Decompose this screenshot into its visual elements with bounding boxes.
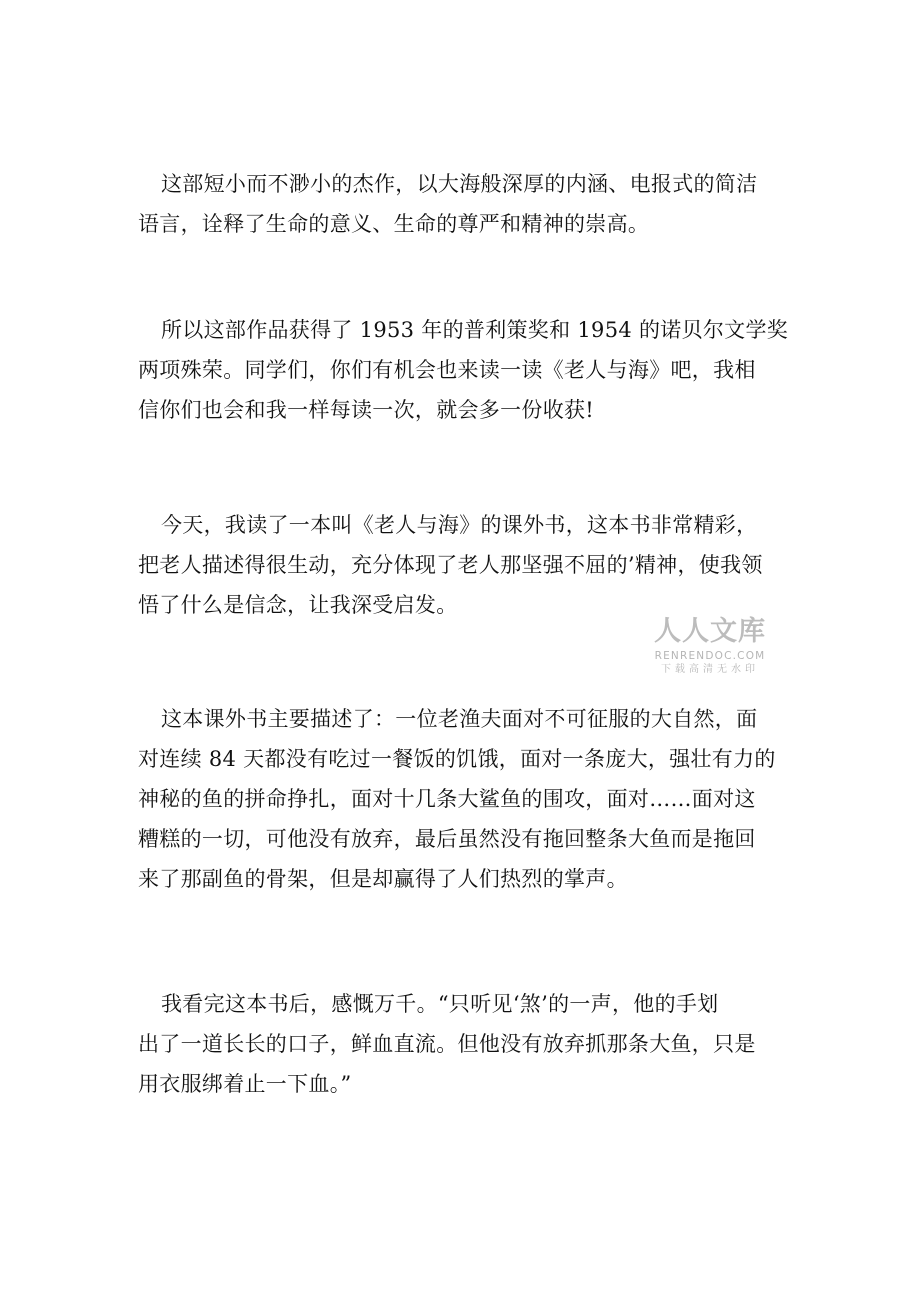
paragraph-line: 这部短小而不渺小的杰作，以大海般深厚的内涵、电报式的简洁 xyxy=(161,172,758,196)
paragraph-1 xyxy=(138,164,788,244)
paragraph-line: 把老人描述得很生动，充分体现了老人那坚强不屈的’精神，使我领 xyxy=(138,553,763,577)
paragraph-line: 语言，诠释了生命的意义、生命的尊严和精神的崇高。 xyxy=(138,212,650,236)
paragraph-line: 所以这部作品获得了 1953 年的普利策奖和 1954 的诺贝尔文学奖 xyxy=(161,318,789,342)
paragraph-4 xyxy=(138,699,788,899)
watermark-title: 人人文库 xyxy=(654,616,766,647)
paragraph-3 xyxy=(138,505,788,625)
paragraph-line: 对连续 84 天都没有吃过一餐饭的饥饿，面对一条庞大，强壮有力的 xyxy=(138,747,776,771)
paragraph-line: 糟糕的一切，可他没有放弃，最后虽然没有拖回整条大鱼而是拖回 xyxy=(138,827,756,851)
paragraph-line: 今天，我读了一本叫《老人与海》的课外书，这本书非常精彩， xyxy=(161,513,758,537)
watermark-logo xyxy=(645,618,775,675)
paragraph-line: 神秘的鱼的拼命挣扎，面对十几条大鲨鱼的围攻，面对……面对这 xyxy=(138,787,756,811)
paragraph-line: 悟了什么是信念，让我深受启发。 xyxy=(138,593,458,617)
watermark-subtitle: 下载高清无水印 xyxy=(661,663,759,675)
paragraph-2 xyxy=(138,310,788,430)
paragraph-line: 用衣服绑着止一下血。” xyxy=(138,1072,352,1096)
paragraph-5 xyxy=(138,984,788,1104)
paragraph-line: 两项殊荣。同学们，你们有机会也来读一读《老人与海》吧，我相 xyxy=(138,358,756,382)
paragraph-line: 我看完这本书后，感慨万千。“只听见‘煞’的一声，他的手划 xyxy=(161,992,719,1016)
paragraph-line: 信你们也会和我一样每读一次，就会多一份收获! xyxy=(138,398,595,422)
watermark-url: RENRENDOC.COM xyxy=(654,650,766,662)
paragraph-line: 来了那副鱼的骨架，但是却赢得了人们热烈的掌声。 xyxy=(138,867,628,891)
paragraph-line: 这本课外书主要描述了：一位老渔夫面对不可征服的大自然，面 xyxy=(161,707,758,731)
paragraph-line: 出了一道长长的口子，鲜血直流。但他没有放弃抓那条大鱼，只是 xyxy=(138,1032,756,1056)
